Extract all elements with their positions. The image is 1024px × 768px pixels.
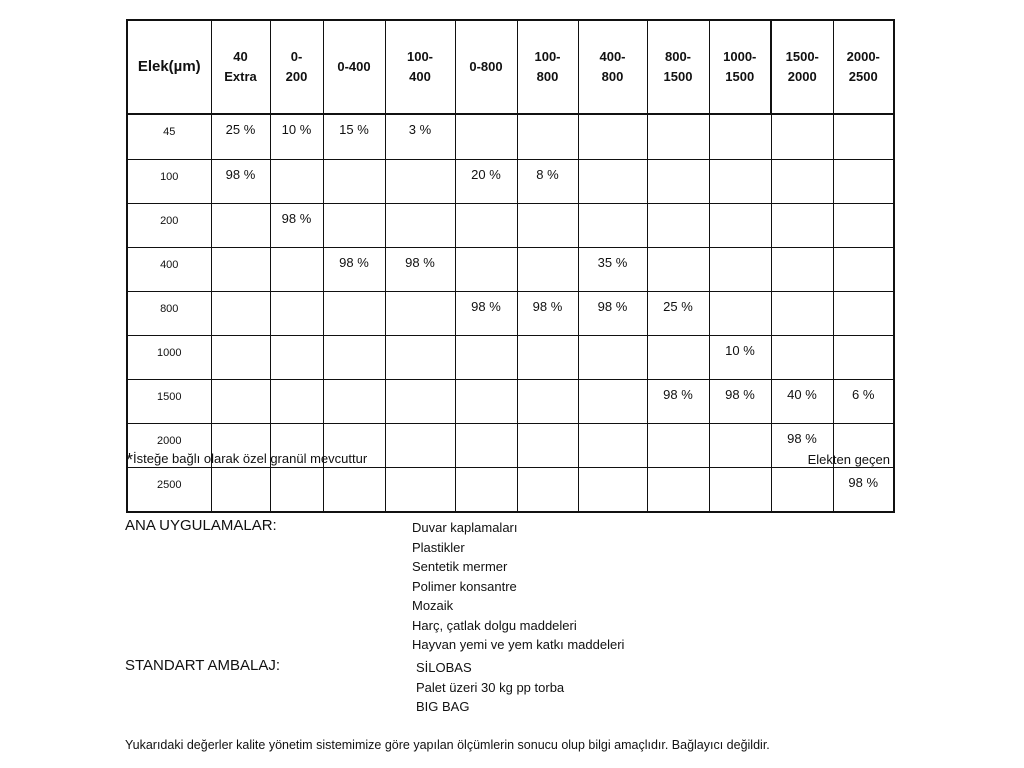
table-cell (647, 424, 709, 468)
table-cell: 10 % (270, 114, 323, 160)
table-cell (647, 114, 709, 160)
table-cell (771, 114, 833, 160)
table-cell: 8 % (517, 160, 578, 204)
table-cell (323, 380, 385, 424)
table-cell (385, 204, 455, 248)
packaging-label: STANDART AMBALAJ: (125, 657, 281, 674)
table-cell (833, 248, 894, 292)
header-col-line: 1500 (725, 69, 755, 84)
table-cell (385, 424, 455, 468)
list-item: SİLOBAS (416, 660, 472, 675)
asterisk: * (126, 450, 134, 470)
table-cell (455, 336, 517, 380)
row-sieve-size: 1500 (127, 380, 211, 424)
table-cell (270, 248, 323, 292)
table-cell (455, 424, 517, 468)
list-item: Hayvan yemi ve yem katkı maddeleri (412, 637, 625, 652)
header-col-6 (578, 20, 647, 114)
note-text: İsteğe bağlı olarak özel granül mevcuttur (133, 451, 368, 466)
table-cell: 20 % (455, 160, 517, 204)
table-cell (833, 114, 894, 160)
table-cell (709, 424, 771, 468)
table-header-row (127, 20, 894, 114)
table-cell (270, 292, 323, 336)
table-cell (578, 424, 647, 468)
row-sieve-size: 2000 (127, 424, 211, 468)
table-cell (385, 292, 455, 336)
list-item: Palet üzeri 30 kg pp torba (416, 679, 565, 695)
header-col-line: 40 (233, 49, 248, 64)
applications-label: ANA UYGULAMALAR: (125, 517, 277, 534)
table-row (127, 336, 894, 380)
table-row (127, 248, 894, 292)
table-cell (647, 468, 709, 513)
table-cell: 98 % (323, 248, 385, 292)
table-cell (323, 204, 385, 248)
table-cell: 98 % (709, 380, 771, 424)
packaging-list (416, 658, 564, 717)
list-item: Plastikler (412, 539, 465, 555)
table-cell (771, 468, 833, 513)
table-cell (270, 468, 323, 513)
table-cell (709, 248, 771, 292)
table-cell (323, 292, 385, 336)
table-cell (771, 336, 833, 380)
row-sieve-size: 2500 (127, 468, 211, 513)
table-cell (578, 380, 647, 424)
header-col-line: 1500 (663, 69, 693, 84)
table-cell (455, 204, 517, 248)
table-cell (385, 336, 455, 380)
table-cell (517, 248, 578, 292)
table-cell (771, 248, 833, 292)
table-cell: 98 % (270, 204, 323, 248)
table-cell (578, 114, 647, 160)
table-cell (270, 160, 323, 204)
table-cell: 98 % (578, 292, 647, 336)
table-cell (709, 114, 771, 160)
table-cell (211, 336, 270, 380)
header-col-5 (517, 20, 578, 114)
table-cell: 98 % (455, 292, 517, 336)
table-cell (833, 336, 894, 380)
table-cell (517, 204, 578, 248)
table-cell (578, 468, 647, 513)
header-col-line: 1000- (723, 49, 757, 64)
table-cell: 98 % (647, 380, 709, 424)
table-row (127, 468, 894, 513)
table-cell (385, 160, 455, 204)
table-cell: 25 % (647, 292, 709, 336)
table-cell: 15 % (323, 114, 385, 160)
table-cell (211, 292, 270, 336)
header-col-line: 100- (534, 49, 561, 64)
table-cell: 40 % (771, 380, 833, 424)
table-cell (833, 204, 894, 248)
table-cell: 98 % (385, 248, 455, 292)
list-item: Mozaik (412, 598, 454, 613)
applications-list (412, 518, 624, 655)
table-cell: 98 % (211, 160, 270, 204)
row-sieve-size: 45 (127, 114, 211, 160)
table-cell: 3 % (385, 114, 455, 160)
table-cell (323, 336, 385, 380)
table-cell (323, 468, 385, 513)
table-cell (833, 292, 894, 336)
table-cell (833, 160, 894, 204)
table-cell (578, 336, 647, 380)
header-col-line: 400 (409, 69, 431, 84)
header-col-2 (323, 20, 385, 114)
table-row (127, 114, 894, 160)
table-cell (517, 468, 578, 513)
row-sieve-size: 100 (127, 160, 211, 204)
header-elek: Elek(µm) (127, 20, 211, 114)
header-col-8 (709, 20, 771, 114)
table-cell (517, 114, 578, 160)
table-cell (385, 380, 455, 424)
table-cell (647, 204, 709, 248)
table-row (127, 160, 894, 204)
header-col-9 (771, 20, 833, 114)
table-cell (517, 380, 578, 424)
table-cell: 35 % (578, 248, 647, 292)
table-cell (211, 248, 270, 292)
disclaimer: Yukarıdaki değerler kalite yönetim sistemimize göre yapılan ölçümlerin sonucu olup bilgi amaçlıdır. Bağlayıcı değildir. (125, 738, 770, 752)
header-col-0 (211, 20, 270, 114)
table-cell: 98 % (517, 292, 578, 336)
table-cell (517, 336, 578, 380)
table-row (127, 204, 894, 248)
header-col-line: 400- (599, 49, 626, 64)
header-col-line: 800 (536, 69, 559, 84)
table-cell (709, 204, 771, 248)
row-sieve-size: 1000 (127, 336, 211, 380)
table-cell (771, 204, 833, 248)
header-col-1 (270, 20, 323, 114)
header-col-line: 2500 (848, 69, 878, 84)
passing-sieve-note: Elekten geçen (807, 452, 890, 467)
table-cell (270, 336, 323, 380)
table-cell (578, 160, 647, 204)
header-col-line: 1500- (785, 49, 819, 64)
table-cell: 98 % (833, 468, 894, 513)
table-cell (647, 160, 709, 204)
list-item: BIG BAG (416, 699, 470, 714)
header-col-line: 200 (285, 69, 308, 84)
table-cell (455, 114, 517, 160)
table-cell (455, 468, 517, 513)
header-col-line: 0-800 (469, 59, 503, 74)
row-sieve-size: 800 (127, 292, 211, 336)
table-cell: 10 % (709, 336, 771, 380)
table-cell (771, 292, 833, 336)
table-cell (709, 468, 771, 513)
table-cell (455, 380, 517, 424)
table-row (127, 292, 894, 336)
table-cell (211, 204, 270, 248)
table-row (127, 380, 894, 424)
table-cell: 25 % (211, 114, 270, 160)
table-cell (709, 160, 771, 204)
header-col-line: Extra (224, 69, 257, 84)
table-cell: 6 % (833, 380, 894, 424)
table-cell (647, 336, 709, 380)
list-item: Harç, çatlak dolgu maddeleri (412, 617, 577, 633)
table-cell (771, 160, 833, 204)
special-granule-note (126, 450, 367, 471)
header-col-line: 2000 (787, 69, 817, 84)
table-cell (578, 204, 647, 248)
table-cell: 98 % (771, 424, 833, 468)
row-sieve-size: 400 (127, 248, 211, 292)
table-cell (270, 380, 323, 424)
header-col-line: 0-400 (337, 59, 371, 74)
table-cell (455, 248, 517, 292)
header-col-7 (647, 20, 709, 114)
table-cell (323, 160, 385, 204)
list-item: Sentetik mermer (412, 559, 508, 574)
table-cell (385, 468, 455, 513)
list-item: Duvar kaplamaları (412, 520, 518, 535)
header-col-line: 100- (406, 49, 434, 64)
row-sieve-size: 200 (127, 204, 211, 248)
header-col-line: 0- (290, 49, 303, 64)
sieve-table (126, 19, 895, 513)
table-cell (211, 380, 270, 424)
header-col-10 (833, 20, 894, 114)
header-col-line: 2000- (846, 49, 880, 64)
header-col-3 (385, 20, 455, 114)
table-cell (211, 468, 270, 513)
table-cell (517, 424, 578, 468)
list-item: Polimer konsantre (412, 578, 517, 594)
header-col-line: 800 (601, 69, 624, 84)
header-col-line: 800- (664, 49, 692, 64)
table-cell (647, 248, 709, 292)
header-col-4 (455, 20, 517, 114)
table-cell (709, 292, 771, 336)
